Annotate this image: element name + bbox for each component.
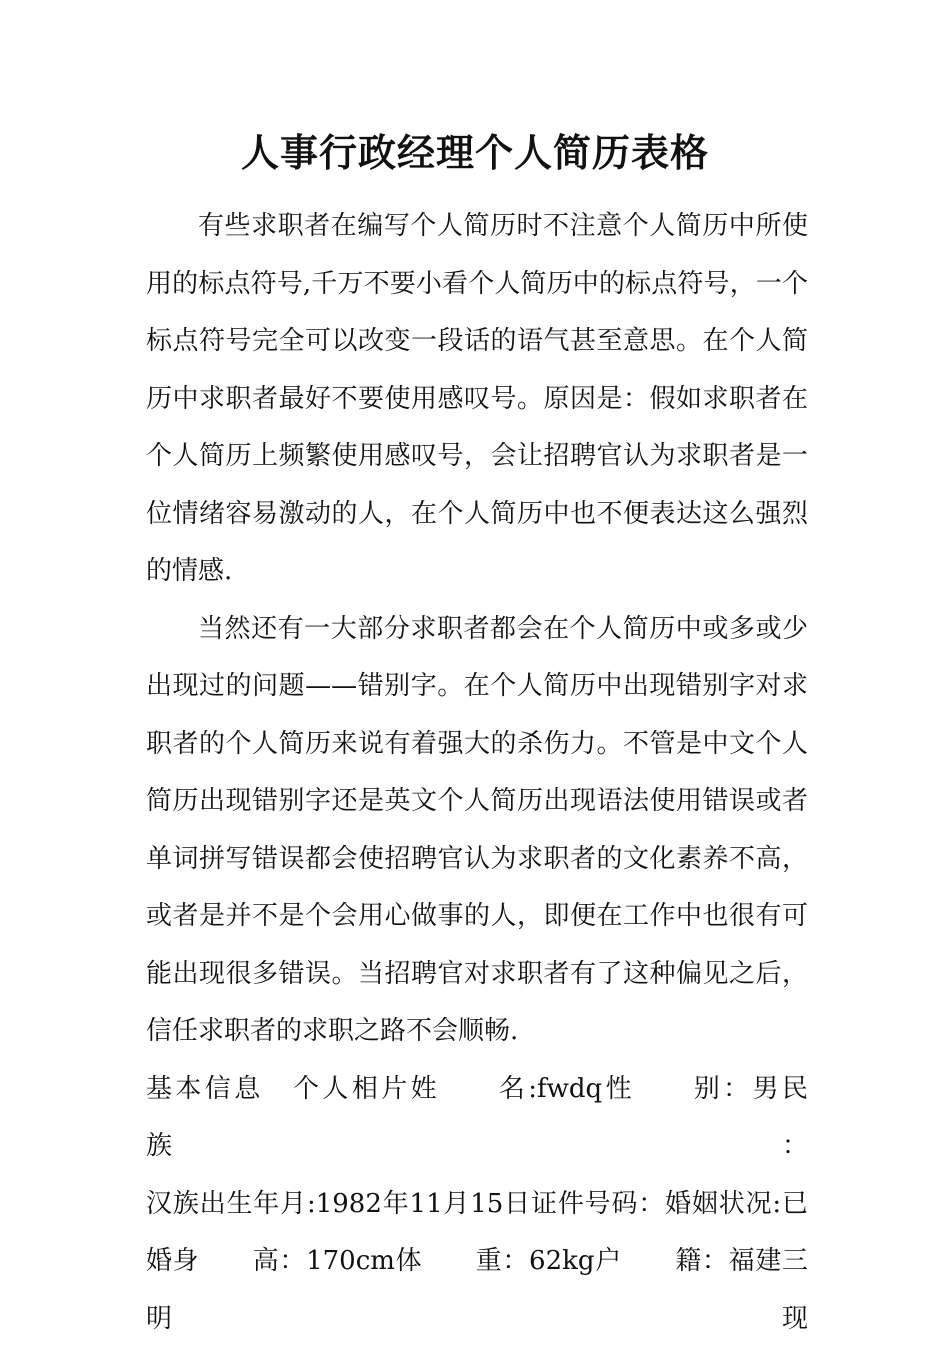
basic-info-line-2: 汉族出生年月:1982年11月15日证件号码：婚姻状况:已 [146,1188,808,1219]
basic-info-line-1: 基本信息 个人相片姓 名:fwdq性 别：男民 族： [146,1073,861,1161]
paragraph-punctuation: 有些求职者在编写个人简历时不注意个人简历中所使用的标点符号,千万不要小看个人简历中的标点符号，一个标点符号完全可以改变一段话的语气甚至意思。在个人简历中求职者最好不要使用感叹号。原因是：假如求职者在个人简历上频繁使用感叹号，会让招聘官认为求职者是一位情绪容易激动的人，在个人简历中也不便表达这么强烈的情感. [146,211,808,586]
paragraph-typos: 当然还有一大部分求职者都会在个人简历中或多或少出现过的问题——错别字。在个人简历中出现错别字对求职者的个人简历来说有着强大的杀伤力。不管是中文个人简历出现错别字还是英文个人简历出现语法使用错误或者单词拼写错误都会使招聘官认为求职者的文化素养不高，或者是并不是个会用心做事的人，即便在工作中也很有可能出现很多错误。当招聘官对求职者有了这种偏见之后，信任求职者的求职之路不会顺畅. [146,613,808,1046]
document-body [146,198,861,1348]
document-title: 人事行政经理个人简历表格 [240,130,709,175]
basic-info-line-3: 婚身 高：170cm体 重：62kg户 籍：福建三明现 [146,1246,808,1334]
